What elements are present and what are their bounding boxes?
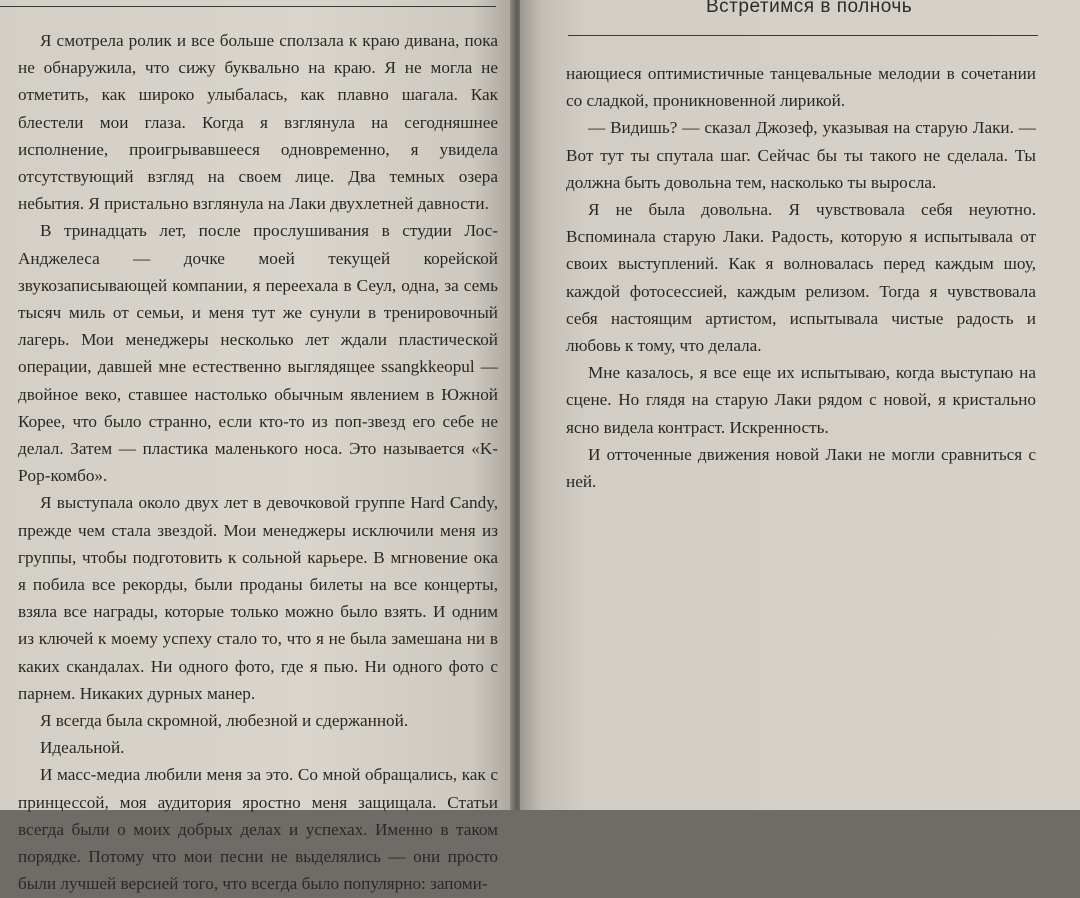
right-page-text — [566, 60, 1036, 495]
header-rule-left — [0, 6, 496, 7]
paragraph: Мне казалось, я все еще их испытываю, когда выступаю на сцене. Но глядя на старую Лаки рядом с новой, я кристально ясно видела контраст. Искренность. — [566, 363, 1036, 437]
paragraph: Я смотрела ролик и все больше сползала к краю дивана, пока не обнаружила, что сижу буквально на краю. Я не могла не отметить, как широко улыбалась, как плавно шагала. Как блестели мои глаза. Когда я взглянула на сегодняшнее исполнение, проигрывавшееся одновременно, я увидела отсутствующий взгляд на своем лице. Два темных озера небытия. Я пристально взглянула на Лаки двухлетней давности. — [18, 31, 498, 214]
paragraph: — Видишь? — сказал Джозеф, указывая на старую Лаки. — Вот тут ты спутала шаг. Сейчас бы ты такого не сделала. Ты должна быть довольна тем, насколько ты выросла. — [566, 118, 1036, 192]
paragraph: Я не была довольна. Я чувствовала себя неуютно. Вспоминала старую Лаки. Радость, которую я испытывала от своих выступлений. Как я волновалась перед каждым шоу, каждой фотосессией, каждым релизом. Тогда я чувствовала себя настоящим артистом, испытывала чистые радость и любовь к тому, что делала. — [566, 200, 1036, 356]
paragraph: нающиеся оптимистичные танцевальные мелодии в сочетании со сладкой, проникновенной лирикой. — [566, 64, 1036, 111]
left-page-text — [18, 27, 498, 898]
left-page — [0, 0, 514, 894]
header-rule-right — [568, 35, 1038, 36]
paragraph: Я выступала около двух лет в девочковой группе Hard Candy, прежде чем стала звездой. Мои менеджеры исключили меня из группы, чтобы подготовить к сольной карьере. В мгновение ока я побила все рекорды, были проданы билеты на все концерты, взяла все награды, которые только можно было взять. И одним из ключей к моему успеху стало то, что я не была замешана ни в каких скандалах. Ни одного фото, где я пью. Ни одного фото с парнем. Никаких дурных манер. — [18, 493, 498, 703]
paragraph: В тринадцать лет, после прослушивания в студии Лос-Анджелеса — дочке моей текущей корейской звукозаписывающей компании, я переехала в Сеул, одна, за семь тысяч миль от семьи, и меня тут же сунули в тренировочный лагерь. Мои менеджеры несколько лет ждали пластической операции, давшей мне естественно выглядящее ssangkkeopul — двойное веко, ставшее настолько обычным явлением в Южной Корее, что было странно, если кто-то из поп-звезд его себе не делал. Затем — пластика маленького носа. Это называется «K-Pop-комбо». — [18, 221, 498, 486]
paragraph: И масс-медиа любили меня за это. Со мной обращались, как с принцессой, моя аудитория яростно меня защищала. Статьи всегда были о моих добрых делах и успехах. Именно в таком порядке. Потому что мои песни не выделялись — они просто были лучшей версией того, что всегда было популярно: запоми- — [18, 765, 498, 894]
running-title: Встретимся в полночь — [706, 0, 913, 17]
paragraph: Я всегда была скромной, любезной и сдержанной. — [40, 711, 409, 731]
paragraph: И отточенные движения новой Лаки не могли сравниться с ней. — [566, 444, 1036, 492]
paragraph: Идеальной. — [40, 738, 125, 758]
